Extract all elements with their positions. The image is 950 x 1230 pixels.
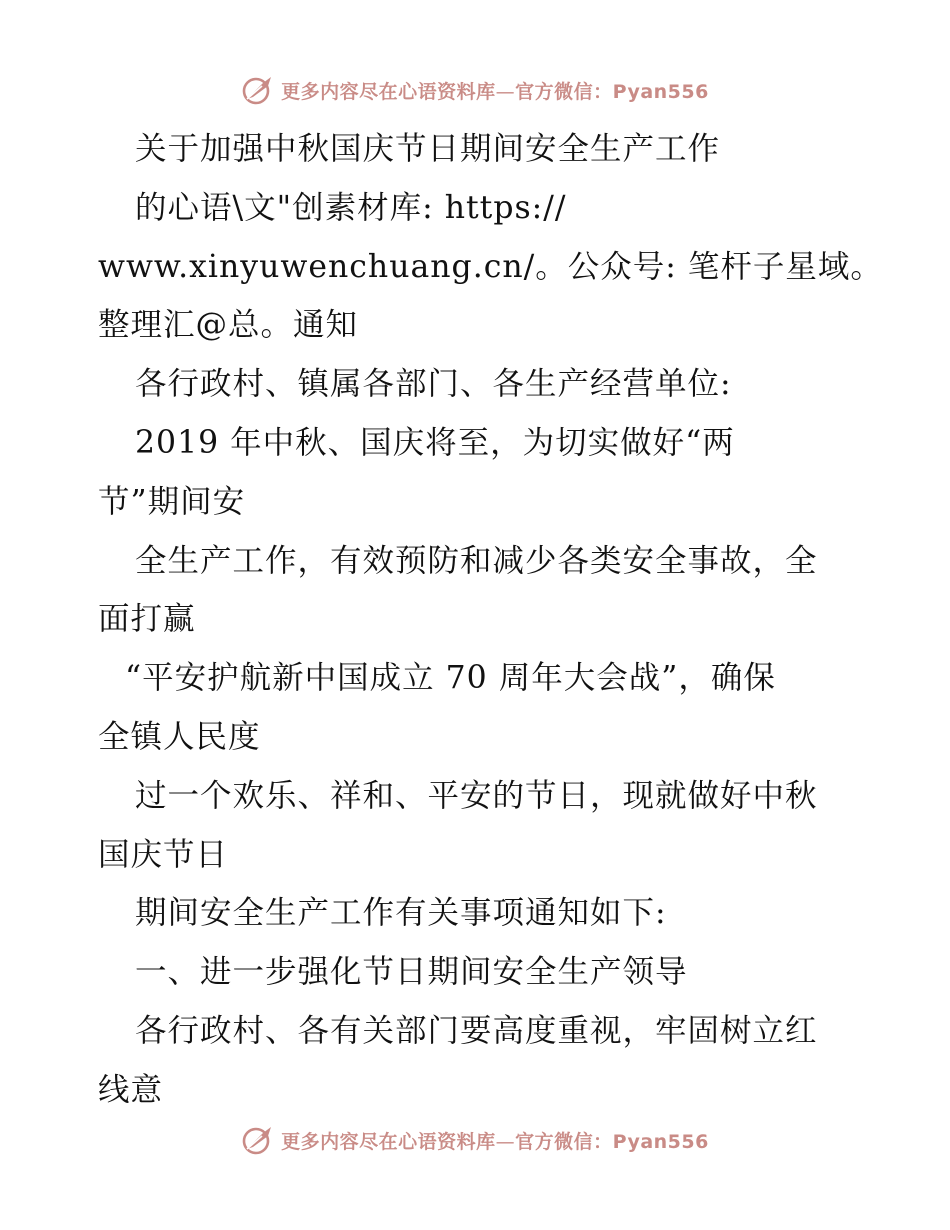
title-line-1: 关于加强中秋国庆节日期间安全生产工作 (135, 131, 721, 167)
text-line-9: 面打赢 (98, 601, 196, 638)
text-line-5: 各行政村、镇属各部门、各生产经营单位: (135, 366, 732, 403)
text-line-10: “平安护航新中国成立 70 周年大会战”，确保 (125, 660, 776, 697)
text-line-7: 节”期间安 (98, 483, 246, 520)
header-watermark (0, 72, 950, 108)
text-line-17: 线意 (98, 1071, 164, 1108)
text-line-14: 期间安全生产工作有关事项通知如下: (135, 895, 667, 932)
title-line-2: 的心语\文"创素材库: https:// (135, 189, 567, 226)
text-line-3: www.xinyuwenchuang.cn/。公众号: 笔杆子星域。 (98, 248, 883, 285)
watermark-text: 更多内容尽在心语资料库—官方微信：Pyan556 (281, 1130, 709, 1153)
quill-logo-icon (241, 1123, 275, 1157)
text-line-16: 各行政村、各有关部门要高度重视，牢固树立红 (135, 1012, 818, 1049)
document-body (98, 120, 883, 1120)
text-line-6: 2019 年中秋、国庆将至，为切实做好“两 (135, 424, 735, 461)
text-line-13: 国庆节日 (98, 836, 229, 873)
text-line-4: 整理汇@总。通知 (98, 307, 359, 344)
section-heading-1: 一、进一步强化节日期间安全生产领导 (135, 954, 688, 991)
text-line-12: 过一个欢乐、祥和、平安的节日，现就做好中秋 (135, 777, 818, 814)
footer-watermark (0, 1122, 950, 1158)
quill-logo-icon (241, 73, 275, 107)
text-line-11: 全镇人民度 (98, 718, 261, 755)
watermark-text: 更多内容尽在心语资料库—官方微信：Pyan556 (281, 80, 709, 103)
text-line-8: 全生产工作，有效预防和减少各类安全事故，全 (135, 542, 818, 579)
